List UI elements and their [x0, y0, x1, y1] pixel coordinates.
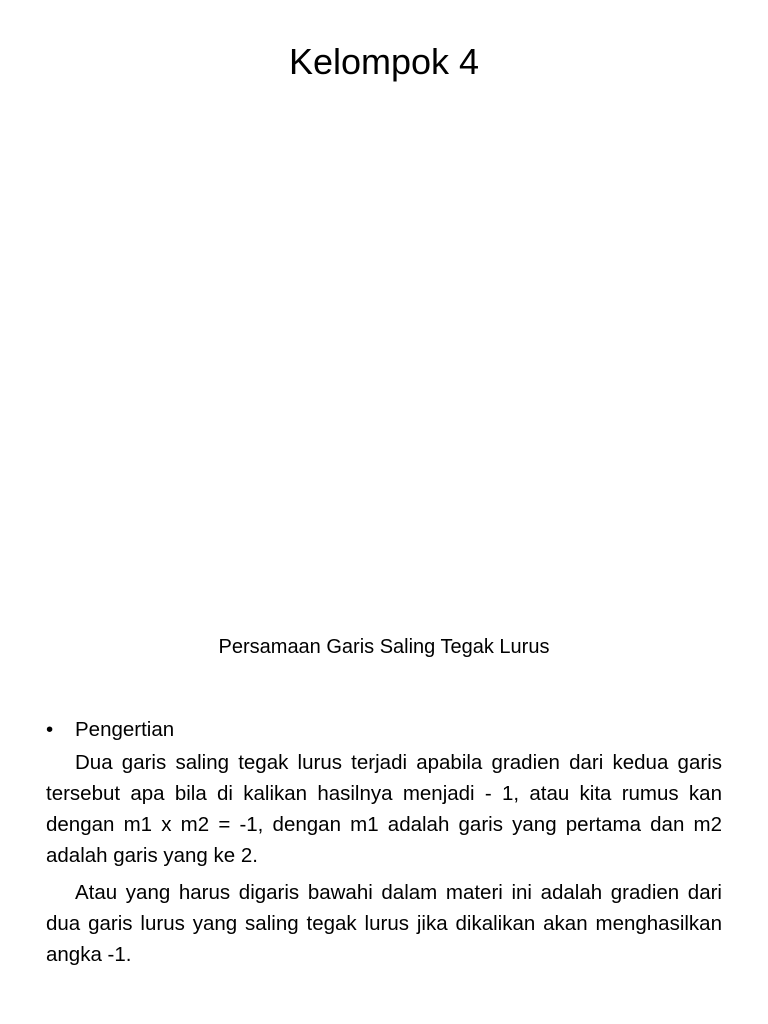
slide-title: Kelompok 4 [288, 41, 480, 82]
bullet-label: Pengertian [75, 718, 175, 741]
bullet-item [46, 714, 722, 745]
emphasis-paragraph: Atau yang harus digaris bawahi dalam materi ini adalah gradien dari dua garis lurus yang saling tegak lurus jika dikalikan akan menghasilkan angka -1. [46, 881, 722, 966]
slide-body [46, 714, 722, 976]
definition-paragraph: Dua garis saling tegak lurus terjadi apabila gradien dari kedua garis tersebut apa bila di kalikan hasilnya menjadi - 1, atau kita rumus kan dengan m1 x m2 = -1, dengan m1 adalah garis yang pertama dan m2 adalah garis yang ke 2. [46, 751, 722, 867]
slide-subtitle: Persamaan Garis Saling Tegak Lurus [218, 636, 550, 658]
bullet-marker: • [46, 718, 54, 741]
